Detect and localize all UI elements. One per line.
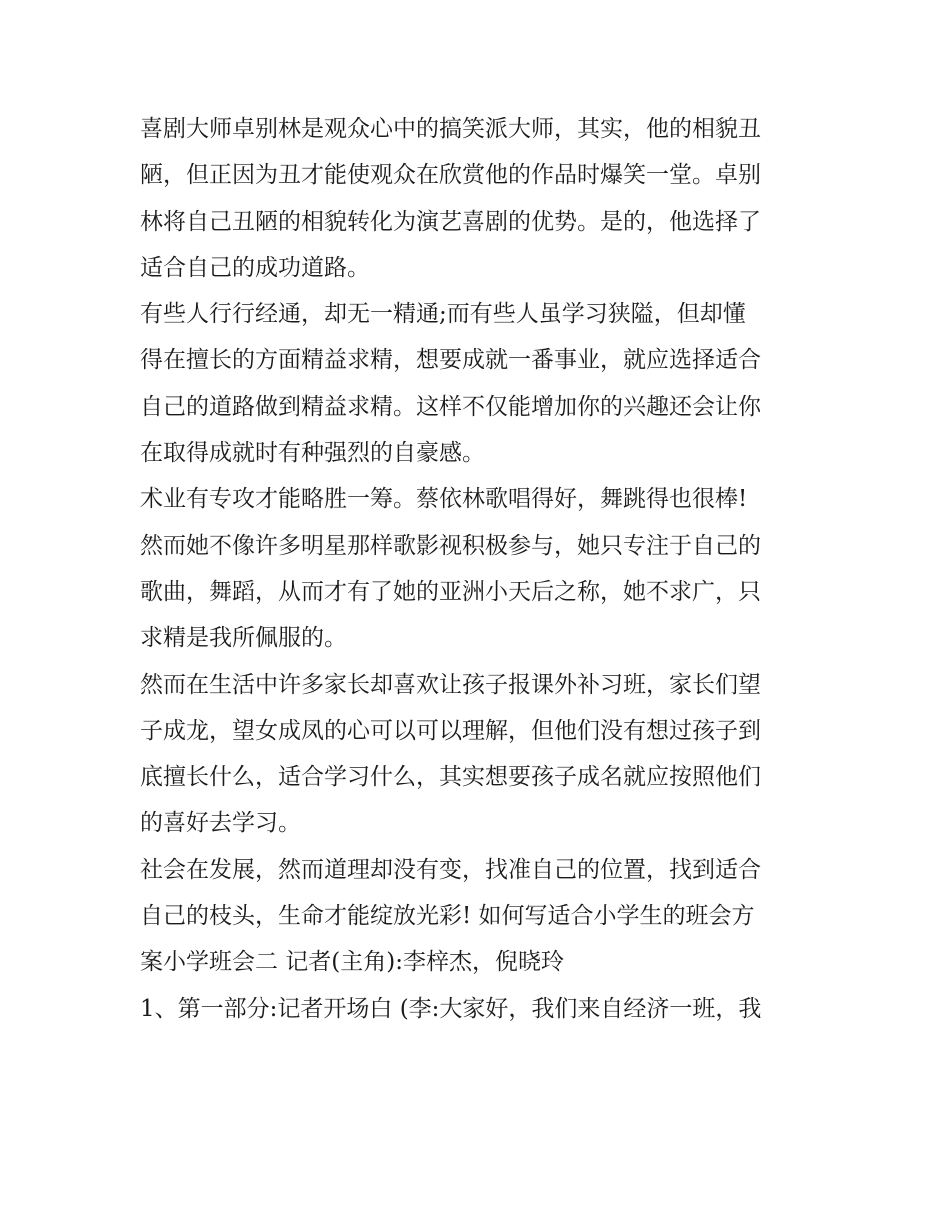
text-line: 术业有专攻才能略胜一筹。蔡依林歌唱得好，舞跳得也很棒! [140,486,748,513]
text-line: 喜剧大师卓别林是观众心中的搞笑派大师，其实，他的相貌丑 [140,116,761,142]
text-line: 有些人行行经通，却无一精通;而有些人虽学习狭隘，但却懂 [140,301,746,328]
paragraph [140,291,820,476]
text-line: 的喜好去学习。 [140,810,301,837]
text-line: 然而她不像许多明星那样歌影视积极参与，她只专注于自己的 [140,532,761,559]
paragraph [140,476,820,661]
document-body [140,106,820,1032]
text-line: 得在擅长的方面精益求精，想要成就一番事业，就应选择适合 [140,347,761,374]
paragraph [140,847,820,986]
text-line: 林将自己丑陋的相貌转化为演艺喜剧的优势。是的，他选择了 [140,208,761,235]
text-line: 陋，但正因为丑才能使观众在欣赏他的作品时爆笑一堂。卓别 [140,162,761,189]
paragraph [140,662,820,847]
text-line: 底擅长什么，适合学习什么，其实想要孩子成名就应按照他们 [140,764,761,791]
text-line: 自己的枝头，生命才能绽放光彩! 如何写适合小学生的班会方 [140,903,755,930]
text-line: 然而在生活中许多家长却喜欢让孩子报课外补习班，家长们望 [140,671,761,698]
paragraph [140,106,820,291]
text-line: 1、第一部分:记者开场白 (李:大家好，我们来自经济一班，我 [140,995,762,1022]
text-line: 在取得成就时有种强烈的自豪感。 [140,440,485,467]
text-line: 案小学班会二 记者(主角):李梓杰，倪晓玲 [140,949,565,976]
text-line: 自己的道路做到精益求精。这样不仅能增加你的兴趣还会让你 [140,393,761,420]
text-line: 歌曲，舞蹈，从而才有了她的亚洲小天后之称，她不求广，只 [140,578,761,605]
paragraph [140,986,820,1032]
text-line: 适合自己的成功道路。 [140,254,370,281]
text-line: 子成龙，望女成凤的心可以可以理解，但他们没有想过孩子到 [140,717,761,744]
text-line: 社会在发展，然而道理却没有变，找准自己的位置，找到适合 [140,856,761,883]
text-line: 求精是我所佩服的。 [140,625,347,652]
